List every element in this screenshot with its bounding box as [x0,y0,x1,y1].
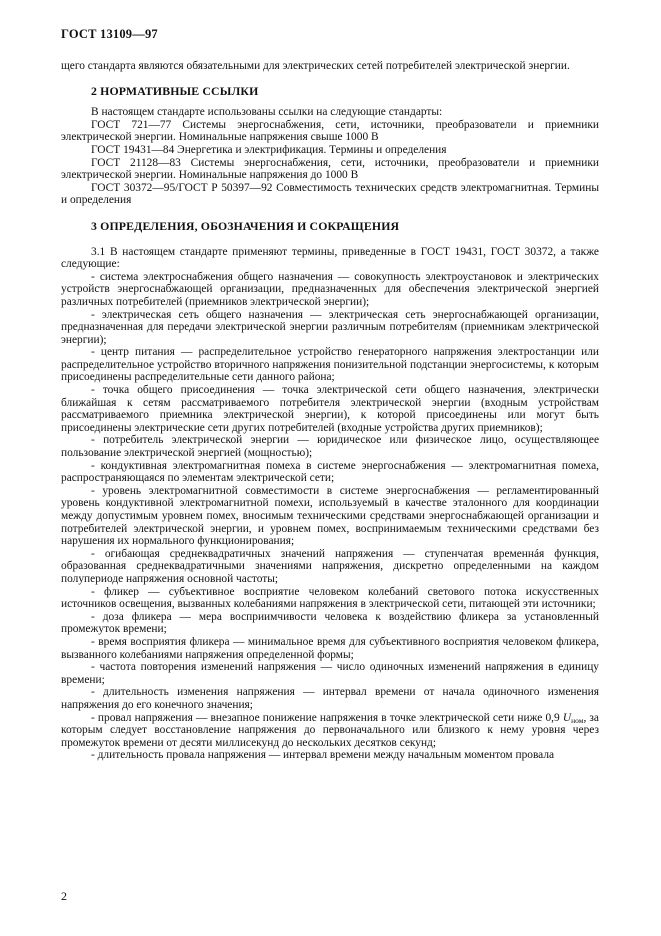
page-body [61,60,599,762]
term-definition-voltage-dip [61,712,599,750]
term-definition: - огибающая среднеквадратичных значений напряжения — ступенчатая временнáя функция, образованная среднеквадратичными значениями напряжения, дискретно определенными на каждом полупериоде напряжения основной частоты; [61,547,599,585]
term-definition: - кондуктивная электромагнитная помеха в системе энергоснабжения — электромагнитная помеха, распространяющаяся по элементам электрической сети; [61,459,599,485]
voltage-dip-text-start: - провал напряжения — внезапное понижение напряжения в точке электрической сети ниже 0,9 [91,711,563,724]
section-2-intro: В настоящем стандарте использованы ссылки на следующие стандарты: [91,106,443,119]
term-definition: - частота повторения изменений напряжения — число одиночных изменений напряжения в единицу времени; [61,661,599,686]
clause-3-1: 3.1 В настоящем стандарте применяют термины, приведенные в ГОСТ 19431, ГОСТ 30372, а также следующие: [61,245,599,271]
term-definition: - фликер — субъективное восприятие человеком колебаний светового потока искусственных источников освещения, вызванных колебаниями напряжения в электрической сети, питающей эти источники; [61,585,599,611]
document-header: ГОСТ 13109—97 [61,27,158,41]
term-definition: - точка общего присоединения — точка электрической сети общего назначения, электрически ближайшая к сетям рассматриваемого потребителя электрической энергии (входным устройствам рассматриваемого приемника электрической энергии), к которой присоединены или могут быть присоединены электрические сети других потребителей (входные устройства других приемников); [61,384,599,434]
term-definition: - центр питания — распределительное устройство генераторного напряжения электростанции или распределительное устройство вторичного напряжения понизительной подстанции энергосистемы, к которым присоединены распределительные сети данного района; [61,346,599,384]
term-definition: - длительность изменения напряжения — интервал времени от начала одиночного изменения напряжения до его конечного значения; [61,686,599,711]
term-definition: - доза фликера — мера восприимчивости человека к воздействию фликера за установленный промежуток времени; [61,610,599,636]
page-number: 2 [61,889,67,903]
term-definition: - электрическая сеть общего назначения — электрическая сеть энергоснабжающей организации, предназначенная для передачи электрической энергии различным потребителям (приемникам электрической энергии); [61,308,599,346]
reference-item: ГОСТ 30372—95/ГОСТ Р 50397—92 Совместимость технических средств электромагнитная. Термины и определения [61,181,599,207]
term-definition: - уровень электромагнитной совместимости в системе энергоснабжения — регламентированный уровень кондуктивной электромагнитной помехи, используемый в качестве эталонного для координации между допустимым уровнем помех, вносимым техническими средствами энергоснабжающей организации и потребителей электрической энергии, и уровнем помех, воспринимаемым техническими средствами без нарушения их нормального функционирования; [61,484,599,548]
term-definition: - система электроснабжения общего назначения — совокупность электроустановок и электрических устройств энергоснабжающей организации, предназначенных для обеспечения электрической энергией различных потребителей (приемников электрической энергии); [61,270,599,308]
reference-item: ГОСТ 19431—84 Энергетика и электрификация. Термины и определения [91,143,447,156]
reference-item: ГОСТ 721—77 Системы энергоснабжения, сети, источники, преобразователи и приемники электрической энергии. Номинальные напряжения свыше 1000 В [61,118,599,144]
reference-item: ГОСТ 21128—83 Системы энергоснабжения, сети, источники, преобразователи и приемники электрической энергии. Номинальные напряжения до 1000 В [61,156,599,182]
term-definition: - время восприятия фликера — минимальное время для субъективного восприятия человеком фликера, вызванного колебаниями напряжения определенной формы; [61,635,599,661]
term-definition: - потребитель электрической энергии — юридическое или физическое лицо, осуществляющее пользование электрической энергией (мощностью); [61,434,599,460]
term-definition: - длительность провала напряжения — интервал времени между начальным моментом провала [91,749,555,762]
voltage-dip-text-end: , за которым следует восстановление напряжения до первоначального или близкого к нему уровня через промежуток времени от десяти миллисекунд до нескольких десятков секунд; [61,711,599,749]
section-2-title: 2 НОРМАТИВНЫЕ ССЫЛКИ [91,83,259,98]
section-3-title: 3 ОПРЕДЕЛЕНИЯ, ОБОЗНАЧЕНИЯ И СОКРАЩЕНИЯ [91,218,400,233]
voltage-symbol: U [562,711,572,724]
voltage-subscript: ном [571,715,584,725]
intro-continuation: щего стандарта являются обязательными для электрических сетей потребителей электрической энергии. [61,60,570,72]
